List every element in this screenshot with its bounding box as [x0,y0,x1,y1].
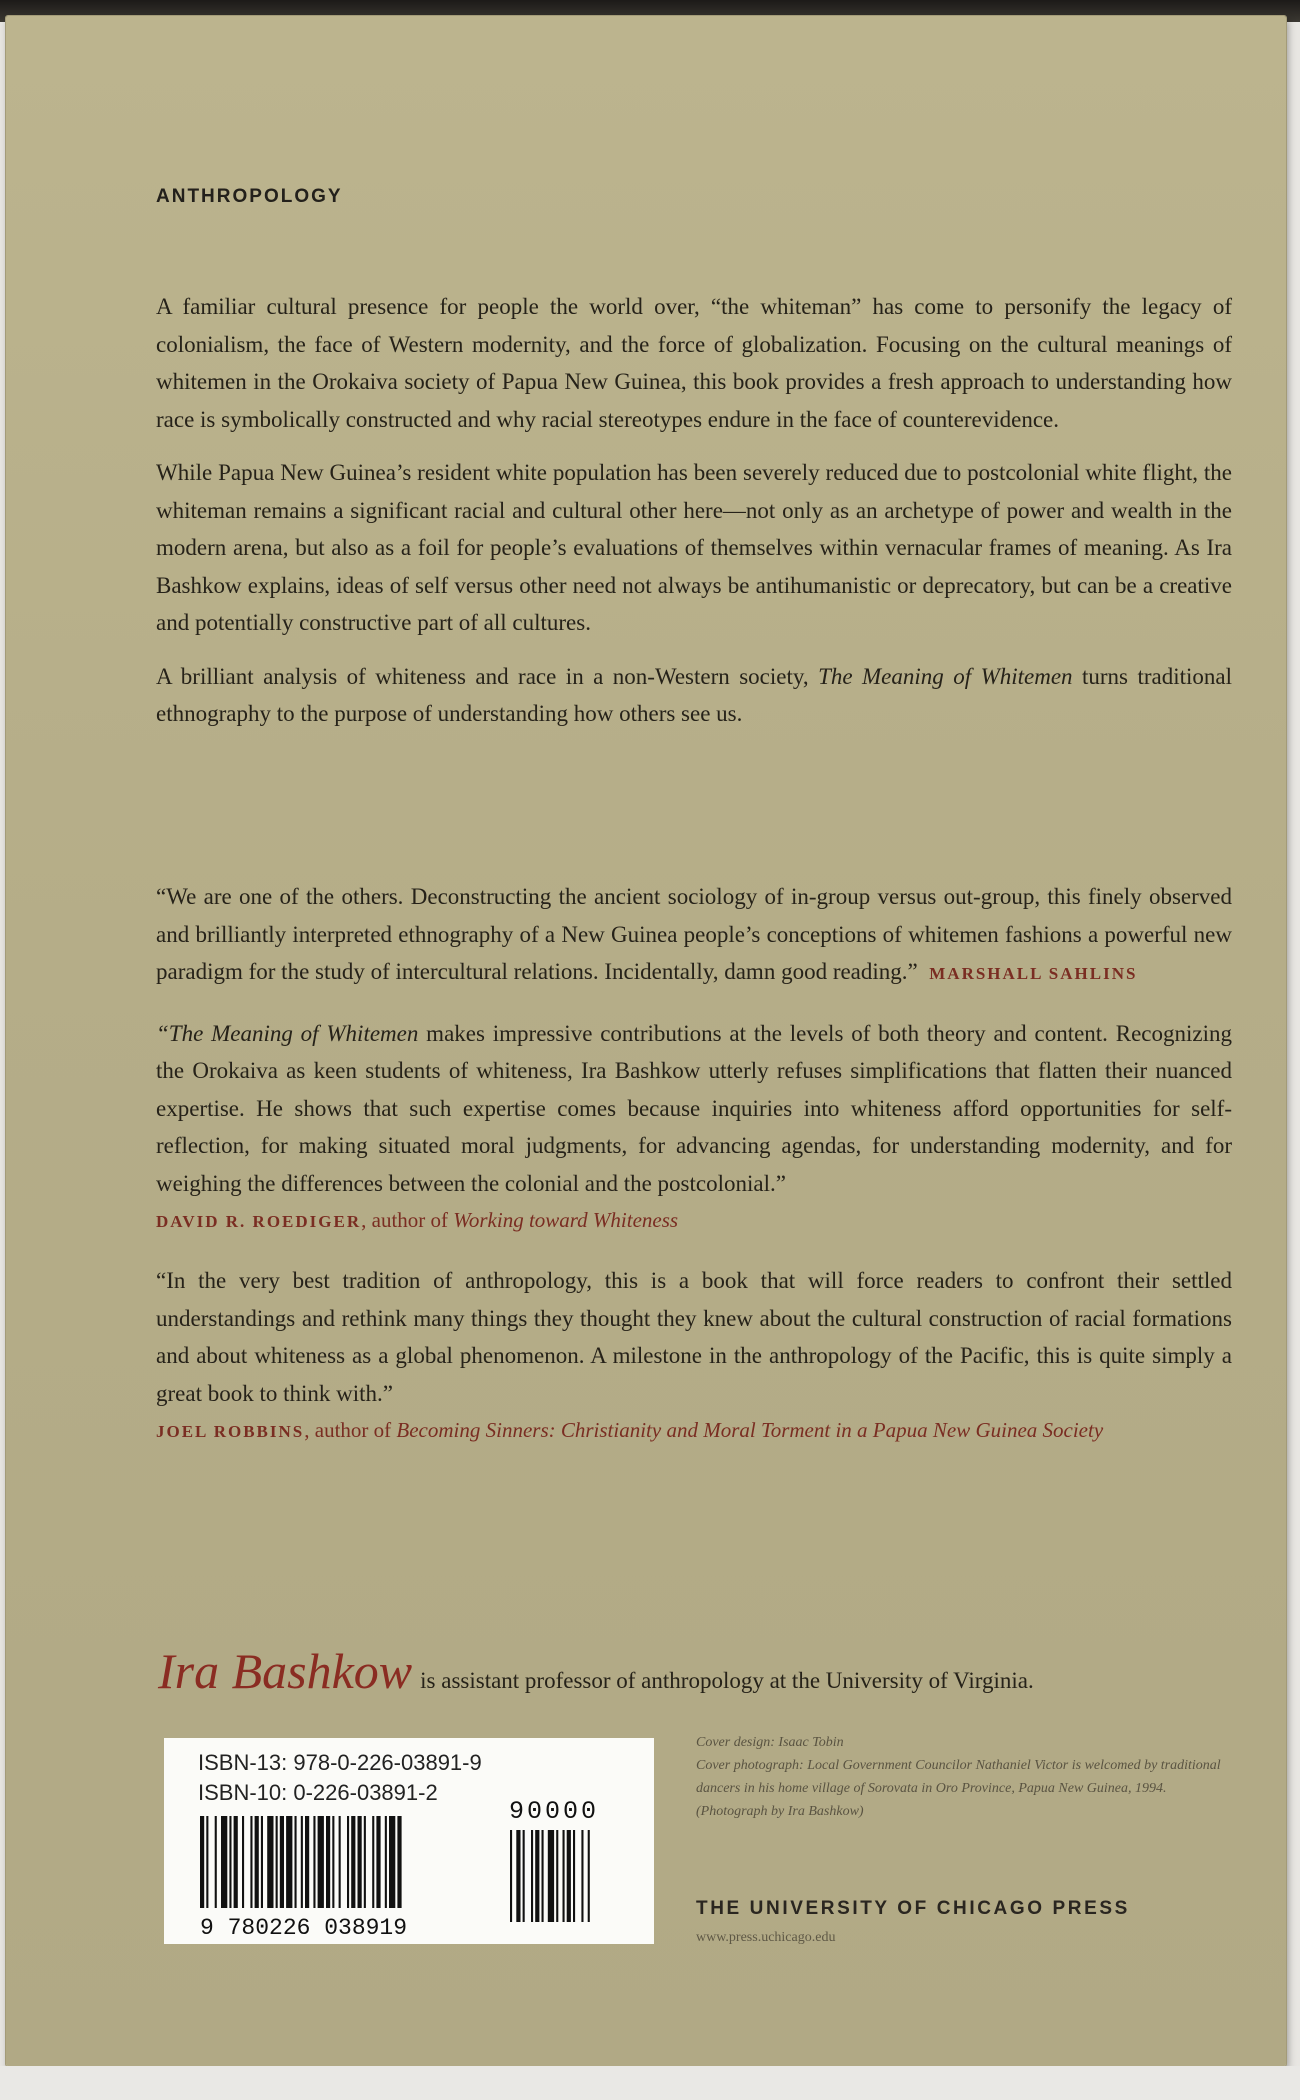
barcode-bar [313,1816,315,1908]
barcode-bar [305,1816,309,1908]
isbn-10: ISBN-10: 0-226-03891-2 [198,1780,438,1805]
barcode-bar [295,1816,297,1908]
barcode-bar [276,1816,278,1908]
blurb-text: “We are one of the others. Deconstructing the ancient sociology of in-group versus out-group, this finely observed and brilliantly interpreted ethnography of a New Guinea people’s conceptions of whitemen fashions a powerful new paradigm for the study of intercultural relations. Incidentally, damn good reading.” [156,884,1232,984]
barcode-bar [280,1816,284,1908]
barcode-bar [326,1816,330,1908]
barcode-addon-bar [588,1830,590,1922]
barcode-bar [229,1816,231,1908]
barcode-bar [332,1816,334,1908]
barcode-addon-bar [542,1830,544,1922]
barcode-bar [261,1816,263,1908]
barcode-addon-bar [563,1830,565,1922]
blurb-author: DAVID R. ROEDIGER [156,1212,362,1231]
barcode-bar [215,1816,217,1908]
author-bio [158,1642,1238,1700]
bottom-edge [0,2066,1300,2100]
barcode-bar [397,1816,401,1908]
barcode-bar [301,1816,303,1908]
blurb-text: makes impressive contributions at the levels of both theory and content. Recognizing the Orokaiva as keen students of whiteness, Ira Bashkow utterly refuses simplifications that flatten their nuanced expertise. He shows that such expertise comes because inquiries into whiteness afford opportunities for self-reflection, for making situated moral judgments, for advancing agendas, for understanding modernity, and for weighing the differences between the colonial and the postcolonial.” [156,1020,1232,1196]
barcode-bar [250,1816,252,1908]
barcode-addon-bar [535,1830,539,1922]
description-paragraph-3: A brilliant analysis of whiteness and race in a non-Western society, The Meaning of Whitemen turns traditional ethnography to the purpose of understanding how others see us. [156,663,1232,726]
cover-credits [696,1731,1236,1823]
publisher-url: www.press.uchicago.edu [696,1930,836,1945]
blurb-attribution: DAVID R. ROEDIGER, author of Working toward Whiteness [156,1208,679,1232]
book-title: The Meaning of Whitemen [818,663,1073,689]
barcode-bar [255,1816,259,1908]
publisher-name: THE UNIVERSITY OF CHICAGO PRESS [696,1898,1130,1919]
book-back-cover [6,16,1286,2066]
description-paragraph-1: A familiar cultural presence for people the world over, “the whiteman” has come to personify the legacy of colonialism, the face of Western modernity, and the force of globalization. Focusing on the cultural meanings of whitemen in the Orokaiva society of Papua New Guinea, this book provides a fresh approach to understanding how race is symbolically constructed and why racial stereotypes endure in the face of counterevidence. [156,294,1232,432]
barcode-bar [267,1816,273,1908]
barcode-addon-bar [556,1830,558,1922]
description [156,288,1232,749]
blurb-author: JOEL ROBBINS [156,1422,305,1441]
barcode-bar [200,1816,204,1908]
blurbs [156,878,1232,1472]
barcode-bar [364,1816,366,1908]
barcode-bar [347,1816,349,1908]
blurb-robbins [156,1262,1232,1450]
barcode-bar [339,1816,341,1908]
blurb-book-title: “The Meaning of Whitemen [156,1020,419,1046]
barcode-bar [318,1816,324,1908]
barcode-addon-bar [573,1830,575,1922]
blurb-text: “In the very best tradition of anthropology, this is a book that will force readers to confront their settled understandings and rethink many things they thought they knew about the cultural construction of racial formations and about whiteness as a global phenomenon. A milestone in the anthropology of the Pacific, this is quite simply a great book to think with.” [156,1268,1232,1406]
description-paragraph-2: While Papua New Guinea’s resident white population has been severely reduced due to postcolonial white flight, the whiteman remains a significant racial and cultural other here—not only as an archetype of power and wealth in the modern arena, but also as a foil for people’s evaluations of themselves within vernacular frames of meaning. As Ira Bashkow explains, ideas of self versus other need not always be antihumanistic or deprecatory, but can be a creative and potentially constructive part of all cultures. [156,460,1232,635]
blurb-author-book: Working toward Whiteness [453,1208,679,1232]
barcode-addon-bar [523,1830,525,1922]
blurb-author-book: Becoming Sinners: Christianity and Moral Torment in a Papua New Guinea Society [396,1418,1104,1442]
isbn-13: ISBN-13: 978-0-226-03891-9 [198,1750,482,1775]
barcode-bar [376,1816,380,1908]
blurb-sahlins [156,878,1232,993]
category-label: ANTHROPOLOGY [156,186,343,207]
barcode-addon-digits: 90000 [509,1797,600,1826]
author-name: Ira Bashkow [158,1643,413,1699]
barcode-bar [372,1816,374,1908]
barcode-addon-bar [516,1830,520,1922]
blurb-roediger [156,1015,1232,1241]
barcode-label [164,1738,654,1944]
barcode-addon-bar [510,1830,512,1922]
barcode-bar [389,1816,395,1908]
barcode-bar [385,1816,387,1908]
barcode-bar [234,1816,238,1908]
barcode-addon-bar [567,1830,571,1922]
barcode-addon-bar [548,1830,554,1922]
barcode-bar [286,1816,292,1908]
barcode-addon-bar [531,1830,533,1922]
barcode-bar [351,1816,355,1908]
blurb-author: MARSHALL SAHLINS [929,964,1138,983]
barcode-digits: 9 780226 038919 [200,1915,408,1941]
barcode-bar [358,1816,362,1908]
author-bio-text: is assistant professor of anthropology at the University of Virginia. [420,1668,1034,1693]
barcode-bar [221,1816,227,1908]
barcode-bar [206,1816,208,1908]
blurb-attribution: JOEL ROBBINS, author of Becoming Sinners: Christianity and Moral Torment in a Papua New Guinea Society [156,1418,1104,1442]
barcode-addon-bar [581,1830,583,1922]
cover-design-credit: Cover design: Isaac Tobin [696,1735,844,1750]
barcode-icon [164,1738,654,1944]
barcode-bar [242,1816,244,1908]
cover-photo-credit: Cover photograph: Local Government Councilor Nathaniel Victor is welcomed by traditional dancers in his home village of Sorovata in Oro Province, Papua New Guinea, 1994. (Photograph by Ira Bashkow) [696,1758,1221,1819]
